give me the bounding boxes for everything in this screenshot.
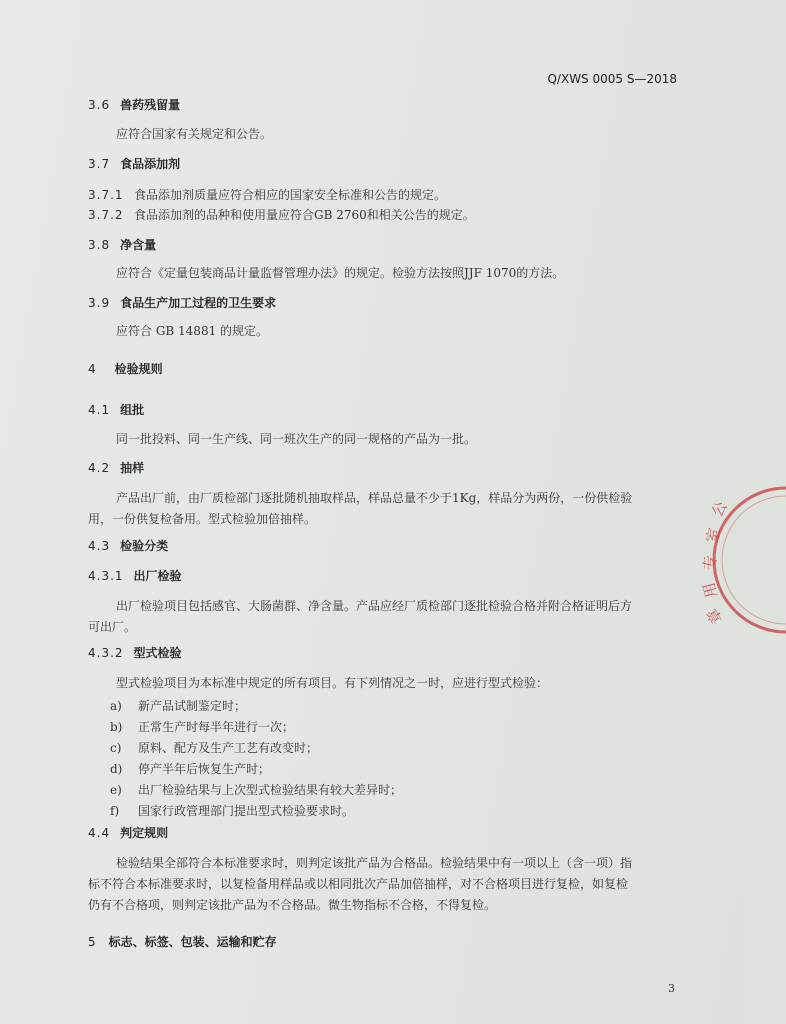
clause-text: 食品添加剂质量应符合相应的国家安全标准和公告的规定。 xyxy=(134,188,447,202)
section-3-7-1 xyxy=(88,186,446,203)
section-number: 4.3 xyxy=(88,539,111,553)
section-title: 净含量 xyxy=(120,238,157,252)
list-text: 国家行政管理部门提出型式检验要求时。 xyxy=(138,804,355,818)
section-4-3-heading xyxy=(88,537,168,554)
section-4-1-heading xyxy=(88,401,144,418)
list-marker: e) xyxy=(110,783,122,797)
section-3-8-heading xyxy=(88,236,156,253)
list-item xyxy=(110,760,270,777)
list-text: 原料、配方及生产工艺有改变时； xyxy=(138,741,319,755)
list-item xyxy=(110,697,246,714)
section-4-4-text-line3: 仍有不合格项，则判定该批产品为不合格品。微生物指标不合格，不得复检。 xyxy=(88,898,497,912)
svg-text:室: 室 xyxy=(702,525,724,546)
page-number: 3 xyxy=(668,982,675,995)
section-number: 3.8 xyxy=(88,238,111,252)
section-3-9-text: 应符合 GB 14881 的规定。 xyxy=(116,324,269,338)
section-5-heading xyxy=(88,933,277,950)
svg-text:公: 公 xyxy=(707,497,731,520)
section-number: 4.2 xyxy=(88,461,111,475)
list-item xyxy=(110,802,354,819)
section-title: 标志、标签、包装、运输和贮存 xyxy=(108,935,277,949)
section-number: 3.6 xyxy=(88,98,111,112)
list-marker: a) xyxy=(110,699,122,713)
section-title: 食品生产加工过程的卫生要求 xyxy=(120,296,277,310)
section-title: 检验规则 xyxy=(114,362,163,376)
list-marker: f) xyxy=(110,804,120,818)
clause-number: 3.7.1 xyxy=(88,188,124,202)
section-number: 4.1 xyxy=(88,403,111,417)
section-title: 型式检验 xyxy=(133,646,182,660)
section-4-4-text-line1: 检验结果全部符合本标准要求时，则判定该批产品为合格品。检验结果中有一项以上（含一项）指 xyxy=(116,856,633,870)
svg-text:章: 章 xyxy=(703,604,727,627)
list-text: 新产品试制鉴定时； xyxy=(138,699,247,713)
section-number: 4.3.1 xyxy=(88,569,124,583)
section-4-1-text: 同一批投料、同一生产线、同一班次生产的同一规格的产品为一批。 xyxy=(116,432,477,446)
section-number: 3.7 xyxy=(88,157,111,171)
section-title: 兽药残留量 xyxy=(120,98,181,112)
section-3-8-text: 应符合《定量包装商品计量监督管理办法》的规定。检验方法按照JJF 1070的方法。 xyxy=(116,266,565,280)
list-text: 正常生产时每半年进行一次； xyxy=(138,720,295,734)
section-number: 4.4 xyxy=(88,826,111,840)
list-item xyxy=(110,739,318,756)
section-4-2-heading xyxy=(88,459,144,476)
list-text: 出厂检验结果与上次型式检验结果有较大差异时； xyxy=(138,783,403,797)
section-title: 组批 xyxy=(120,403,145,417)
official-seal-stamp xyxy=(699,470,786,650)
section-3-6-heading xyxy=(88,96,180,113)
section-4-heading xyxy=(88,360,163,377)
section-3-6-text: 应符合国家有关规定和公告。 xyxy=(116,127,273,141)
section-4-3-1-text-line1: 出厂检验项目包括感官、大肠菌群、净含量。产品应经厂质检部门逐批检验合格并附合格证明后方 xyxy=(116,599,633,613)
standard-code: Q/XWS 0005 S—2018 xyxy=(547,72,677,86)
list-marker: d) xyxy=(110,762,123,776)
clause-text: 食品添加剂的品种和使用量应符合GB 2760和相关公告的规定。 xyxy=(134,208,475,222)
section-number: 5 xyxy=(88,935,97,949)
section-4-2-text-line2: 用，一份供复检备用。型式检验加倍抽样。 xyxy=(88,512,317,526)
section-title: 判定规则 xyxy=(120,826,169,840)
section-title: 检验分类 xyxy=(120,539,169,553)
section-3-7-2 xyxy=(88,206,475,223)
section-4-3-2-text: 型式检验项目为本标准中规定的所有项目。有下列情况之一时，应进行型式检验： xyxy=(116,676,549,690)
svg-text:专: 专 xyxy=(701,554,719,570)
svg-text:用: 用 xyxy=(699,580,721,600)
section-4-3-1-heading xyxy=(88,567,182,584)
section-title: 食品添加剂 xyxy=(120,157,181,171)
section-number: 3.9 xyxy=(88,296,111,310)
section-4-4-heading xyxy=(88,824,168,841)
list-marker: b) xyxy=(110,720,123,734)
section-4-2-text-line1: 产品出厂前，由厂质检部门逐批随机抽取样品，样品总量不少于1Kg，样品分为两份，一份供检验 xyxy=(116,491,633,505)
section-number: 4 xyxy=(88,362,97,376)
list-marker: c) xyxy=(110,741,122,755)
section-4-3-2-heading xyxy=(88,644,182,661)
section-title: 抽样 xyxy=(120,461,145,475)
section-3-9-heading xyxy=(88,294,276,311)
list-item xyxy=(110,781,402,798)
section-4-4-text-line2: 标不符合本标准要求时，以复检备用样品或以相同批次产品加倍抽样，对不合格项目进行复检，如复检 xyxy=(88,877,629,891)
list-item xyxy=(110,718,294,735)
section-number: 4.3.2 xyxy=(88,646,124,660)
list-text: 停产半年后恢复生产时； xyxy=(138,762,271,776)
section-title: 出厂检验 xyxy=(133,569,182,583)
section-3-7-heading xyxy=(88,155,180,172)
section-4-3-1-text-line2: 可出厂。 xyxy=(88,620,137,634)
clause-number: 3.7.2 xyxy=(88,208,124,222)
